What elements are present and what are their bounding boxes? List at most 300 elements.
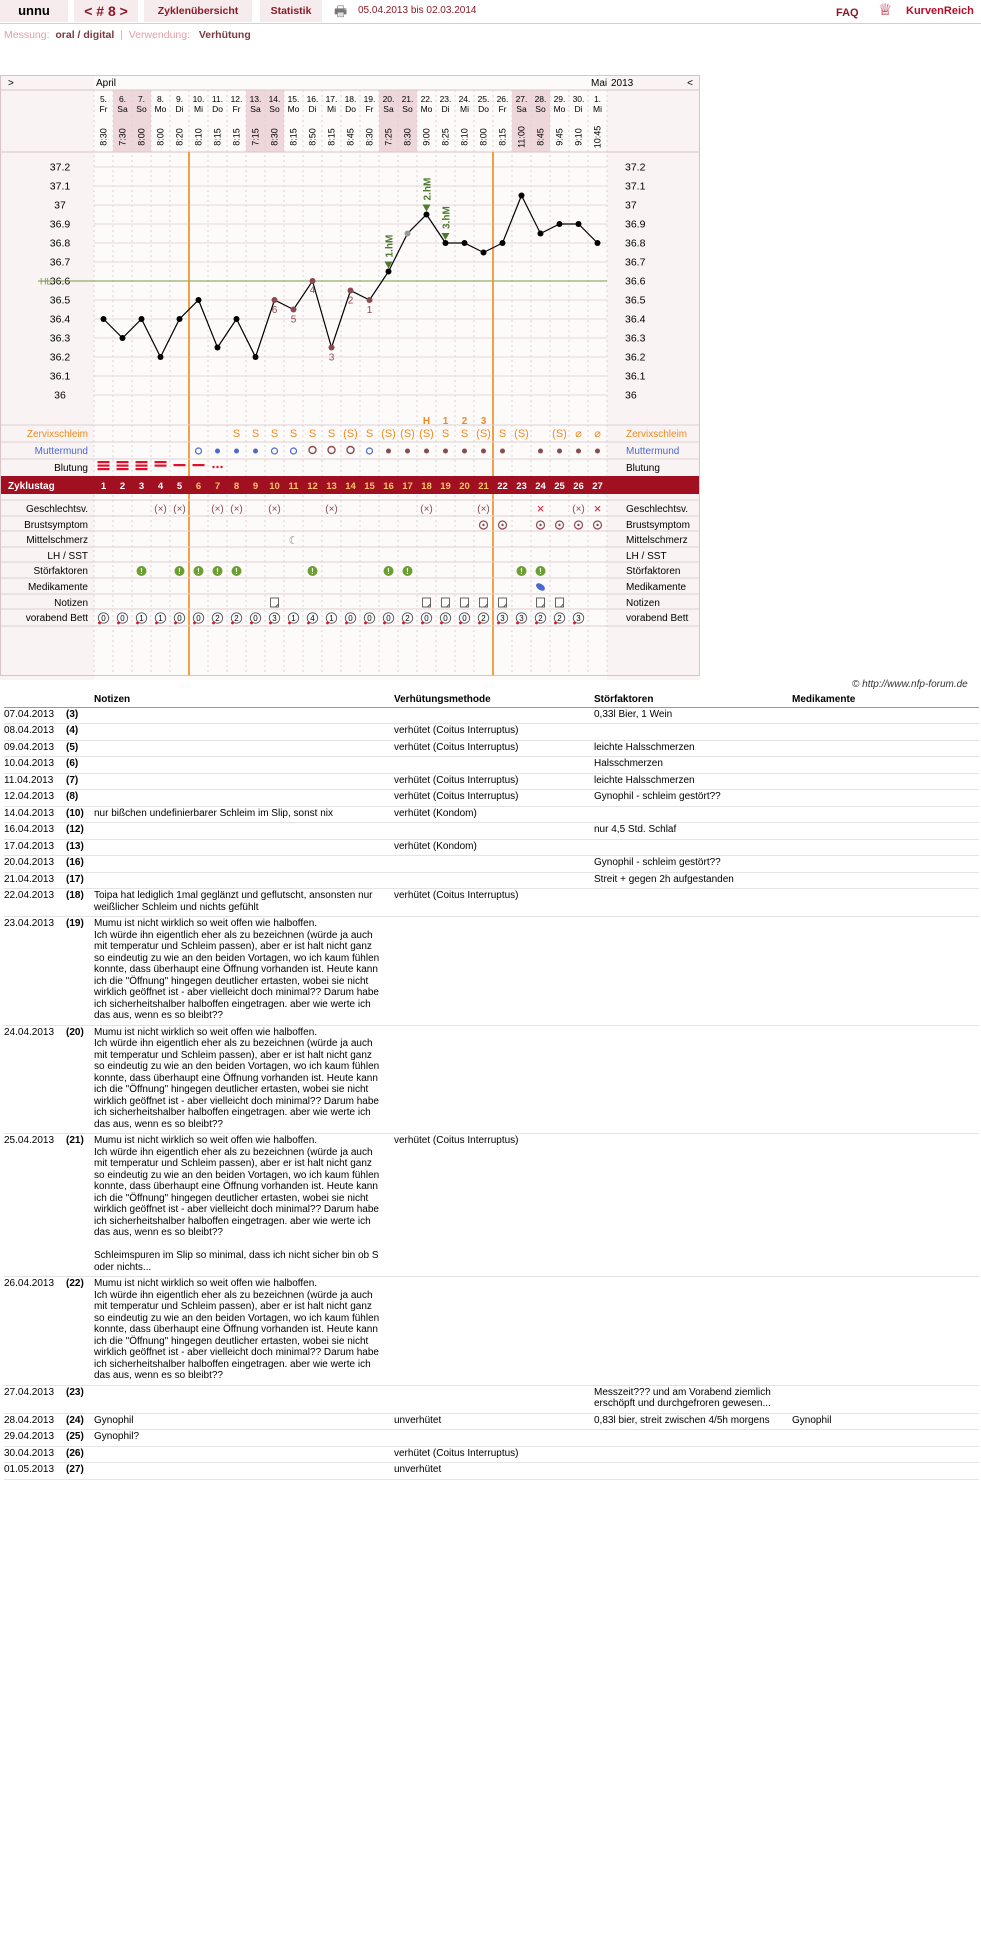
row-disturb: 0,33l Bier, 1 Wein <box>594 708 673 720</box>
measure-label: Messung: <box>4 29 50 41</box>
y-axis-label: 36.4 <box>49 313 71 326</box>
cycle-day-number: 27 <box>592 481 603 492</box>
y-axis-label-right: 37 <box>625 199 637 212</box>
disturb-factor-mark: ! <box>520 567 523 576</box>
peak-label: 1.hM <box>384 234 396 258</box>
row-disturb: Gynophil - schleim gestört?? <box>594 791 721 802</box>
bed-time-value: 0 <box>348 614 353 623</box>
day-time: 8:15 <box>212 128 223 146</box>
cervix-mark: (S) <box>476 428 491 440</box>
bed-time-dot <box>231 622 234 625</box>
cycle-day-number: 12 <box>307 481 318 492</box>
row-meds <box>792 857 979 869</box>
row-day: (23) <box>66 1386 84 1398</box>
breast-symptom-mark <box>482 524 484 526</box>
day-time: 8:15 <box>497 128 508 146</box>
bleeding-mark <box>117 465 129 467</box>
bleeding-mark <box>117 461 129 463</box>
bed-time-dot <box>212 622 215 625</box>
row-meds <box>792 918 979 1022</box>
cervix-position-mark <box>234 449 239 454</box>
table-row <box>4 807 979 824</box>
bed-time-value: 3 <box>272 614 277 623</box>
cycle-day-number: 25 <box>554 481 565 492</box>
bed-time-value: 0 <box>424 614 429 623</box>
bed-time-dot <box>440 622 443 625</box>
row-meds <box>792 841 979 853</box>
bed-time-dot <box>573 622 576 625</box>
y-axis-label: 36.1 <box>49 370 71 383</box>
bed-time-value: 2 <box>557 614 562 623</box>
row-method <box>394 874 594 886</box>
day-time: 9:45 <box>554 128 565 146</box>
row-day: (24) <box>66 1414 84 1426</box>
temperature-point <box>367 297 373 303</box>
row-date: 09.04.2013 <box>4 741 55 753</box>
day-date: 28. <box>534 94 547 104</box>
day-time: 8:10 <box>193 128 204 146</box>
day-time: 8:45 <box>535 128 546 146</box>
row-notes <box>94 775 394 787</box>
bed-time-dot <box>345 622 348 625</box>
day-time: 11:00 <box>516 126 527 148</box>
bed-time-dot <box>98 622 101 625</box>
faq-link[interactable]: FAQ <box>836 7 859 19</box>
bed-time-value: 0 <box>120 614 125 623</box>
day-date: 17. <box>325 94 338 104</box>
bed-time-value: 0 <box>196 614 201 623</box>
row-day: (7) <box>66 774 79 786</box>
temperature-point <box>291 307 297 313</box>
row-meds <box>792 709 979 721</box>
day-date: 26. <box>496 94 509 104</box>
copyright: © http://www.nfp-forum.de <box>852 679 968 690</box>
intercourse-protected-mark: (×) <box>154 504 167 515</box>
cycle-day-number: 5 <box>176 481 183 492</box>
table-row <box>4 1134 979 1277</box>
low-label: 6 <box>271 305 278 316</box>
breast-symptom-mark <box>501 524 503 526</box>
bed-time-dot <box>402 622 405 625</box>
row-method <box>394 1431 594 1443</box>
cervix-position-mark <box>576 449 581 454</box>
row-label-meds: Medikamente <box>27 582 88 593</box>
cycle-day-number: 1 <box>100 481 107 492</box>
row-method <box>394 1027 594 1131</box>
row-date: 08.04.2013 <box>4 725 55 736</box>
row-meds <box>792 742 979 754</box>
cervix-mark: S <box>365 428 374 440</box>
row-disturb <box>594 808 792 820</box>
row-day: (19) <box>66 918 84 929</box>
day-time: 8:00 <box>136 128 147 146</box>
row-label-sex: Geschlechtsv. <box>25 504 88 515</box>
day-date: 16. <box>306 94 319 104</box>
day-time: 7:15 <box>250 128 261 146</box>
cervix-position-mark <box>500 449 505 454</box>
cervix-mark: (S) <box>552 428 567 440</box>
breast-symptom-mark <box>596 524 598 526</box>
row-notes: Mumu ist nicht wirklich so weit offen wie halboffen. Ich würde ihn eigentlich eher als zu bezeichnen (würde ja auch mit temperatur und Schleim passen), aber er ist halt nicht ganz so eindeutig zu wie an den beiden Vortagen, wo ich kaum fühlen konnte, dass überhaupt eine Öffnung vorhanden ist. Heute kann ich die "Öffnung" hingegen deutlicher ertasten, wobei sie nicht wirklich geöffnet ist - aber vielleicht doch minimal?? Darum habe ich sicherheitshalber halboffen eingetragen. aber wie werte ich das aus, wenn es so bleibt?? Schleimspuren im Slip so minimal, dass ich nicht sicher bin ob S oder nichts... <box>94 1135 380 1273</box>
row-day: (22) <box>66 1278 84 1289</box>
day-weekday: So <box>535 104 546 114</box>
row-meds <box>792 1387 979 1410</box>
row-date: 17.04.2013 <box>4 840 55 852</box>
intercourse-protected-mark: (×) <box>325 504 338 515</box>
table-row <box>4 917 979 1026</box>
row-day: (12) <box>66 824 84 835</box>
intercourse-protected-mark: (×) <box>173 504 186 515</box>
year-label: 2013 <box>611 78 634 89</box>
cervix-peak-marker: 2 <box>461 416 468 427</box>
cycle-day-number: 22 <box>497 481 508 492</box>
row-label-bleeding: Blutung <box>54 463 88 474</box>
bed-time-value: 0 <box>443 614 448 623</box>
bed-time-dot <box>193 622 196 625</box>
day-date: 21. <box>401 94 414 104</box>
cervix-position-mark <box>443 449 448 454</box>
intercourse-protected-mark: (×) <box>572 504 585 515</box>
day-time: 8:15 <box>231 128 242 146</box>
day-date: 13. <box>249 94 262 104</box>
cycle-day-number: 24 <box>535 481 546 492</box>
day-date: 27. <box>515 94 528 104</box>
low-label: 5 <box>290 314 297 326</box>
row-date: 28.04.2013 <box>4 1414 55 1426</box>
row-notes: Toipa hat lediglich 1mal geglänzt und geflutscht, ansonsten nur weißlicher Schleim und nichts gefühlt <box>94 890 376 913</box>
bed-time-dot <box>136 622 139 625</box>
row-date: 26.04.2013 <box>4 1278 55 1289</box>
row-method: verhütet (Coitus Interruptus) <box>394 774 519 786</box>
row-disturb <box>594 1448 792 1460</box>
row-label-midpain: Mittelschmerz <box>26 535 88 546</box>
cervix-position-mark <box>462 449 467 454</box>
day-weekday: So <box>269 104 280 114</box>
day-date: 1. <box>593 94 602 104</box>
temperature-point <box>348 288 354 294</box>
day-weekday: Fr <box>232 104 241 114</box>
row-notes: Gynophil <box>94 1414 134 1426</box>
y-axis-label-right: 36.1 <box>625 370 646 383</box>
intercourse-protected-mark: (×) <box>268 504 281 515</box>
day-time: 8:00 <box>155 128 166 146</box>
separator: | <box>120 29 123 41</box>
row-meds <box>792 725 979 737</box>
cervix-position-mark <box>253 449 258 454</box>
row-meds <box>792 1464 979 1476</box>
bed-time-value: 3 <box>576 614 581 623</box>
row-day: (16) <box>66 857 84 868</box>
cycle-day-number: 7 <box>214 481 221 492</box>
y-axis-label: 36.7 <box>49 256 71 269</box>
cycle-day-number: 18 <box>421 481 432 492</box>
cervix-mark: S <box>251 428 260 440</box>
cervix-position-mark <box>405 449 410 454</box>
midpain-mark: ☾ <box>288 535 299 547</box>
row-notes <box>94 841 394 853</box>
row-label-disturb: Störfaktoren <box>33 566 88 577</box>
day-time: 10:45 <box>592 125 603 149</box>
bed-time-dot <box>117 622 120 625</box>
cycle-chart <box>0 75 700 680</box>
y-axis-label: 36.5 <box>49 294 71 307</box>
temperature-point <box>424 212 430 218</box>
day-time: 8:20 <box>174 128 185 146</box>
day-weekday: So <box>136 104 147 114</box>
row-day: (18) <box>66 890 84 901</box>
bed-time-value: 0 <box>386 614 391 623</box>
row-meds <box>792 775 979 787</box>
bed-time-value: 0 <box>177 614 182 623</box>
row-date: 10.04.2013 <box>4 758 55 769</box>
y-axis-label-right: 37.1 <box>625 180 646 193</box>
disturb-factor-mark: ! <box>197 567 200 576</box>
bed-time-dot <box>288 622 291 625</box>
row-label-right-meds: Medikamente <box>626 582 687 593</box>
day-time: 8:30 <box>402 128 413 146</box>
day-weekday: Fr <box>498 104 507 114</box>
row-label-right-lh: LH / SST <box>626 551 667 562</box>
cervix-position-mark <box>481 449 486 454</box>
statistics-tab[interactable]: Statistik <box>260 0 322 22</box>
table-row <box>4 708 979 725</box>
row-meds <box>792 1431 979 1443</box>
day-time: 8:15 <box>326 128 337 146</box>
row-method: verhütet (Coitus Interruptus) <box>394 1135 519 1146</box>
cervix-mark: S <box>498 428 507 440</box>
temperature-point <box>557 221 563 227</box>
cycle-day-number: 4 <box>157 481 164 492</box>
day-weekday: Sa <box>117 104 128 114</box>
bed-time-value: 0 <box>462 614 467 623</box>
bed-time-dot <box>421 622 424 625</box>
cycle-day-number: 16 <box>383 481 394 492</box>
bleeding-mark <box>98 461 110 463</box>
bed-time-dot <box>497 622 500 625</box>
row-notes: Mumu ist nicht wirklich so weit offen wie halboffen. Ich würde ihn eigentlich eher als zu bezeichnen (würde ja auch mit temperatur und Schleim passen), aber er ist halt nicht ganz so eindeutig zu wie an den beiden Vortagen, wo ich kaum fühlen konnte, dass überhaupt eine Öffnung vorhanden ist. Heute kann ich die "Öffnung" hingegen deutlicher ertasten, wobei sie nicht wirklich geöffnet ist - aber vielleicht doch minimal?? Darum habe ich sicherheitshalber halboffen eingetragen. aber wie werte ich das aus, wenn es so bleibt?? <box>94 1278 380 1381</box>
y-axis-label-right: 36.4 <box>625 313 646 326</box>
bed-time-value: 3 <box>519 614 524 623</box>
bed-time-value: 1 <box>291 614 296 623</box>
cycles-overview-tab[interactable]: Zyklenübersicht <box>144 0 252 22</box>
breast-symptom-mark <box>558 524 560 526</box>
cervix-mark: ⌀ <box>594 428 601 440</box>
temperature-point <box>101 316 107 322</box>
temperature-point <box>386 269 392 275</box>
day-weekday: Mi <box>593 104 602 114</box>
day-weekday: Do <box>212 104 223 114</box>
row-meds: Gynophil <box>792 1414 832 1426</box>
day-weekday: So <box>402 104 413 114</box>
peak-label: 3.hM <box>441 206 453 229</box>
bleeding-mark <box>136 468 148 470</box>
row-meds <box>792 808 979 820</box>
y-axis-label-right: 36.5 <box>625 294 646 307</box>
bed-time-dot <box>459 622 462 625</box>
row-label-right-breast: Brustsymptom <box>626 520 690 531</box>
bed-time-value: 0 <box>367 614 372 623</box>
row-label-bed: vorabend Bett <box>25 613 88 624</box>
row-method: unverhütet <box>394 1464 442 1475</box>
intercourse-unprotected-mark: × <box>536 501 545 516</box>
cervix-mark: S <box>232 428 241 440</box>
day-date: 6. <box>118 94 127 104</box>
row-day: (26) <box>66 1447 84 1459</box>
row-label-right-notes: Notizen <box>626 598 660 609</box>
bed-time-value: 1 <box>139 614 144 623</box>
row-disturb: leichte Halsschmerzen <box>594 741 695 753</box>
day-date: 9. <box>175 94 184 104</box>
row-meds <box>792 890 979 913</box>
row-date: 14.04.2013 <box>4 807 55 819</box>
bed-time-value: 2 <box>481 614 486 623</box>
y-axis-label: 37 <box>54 199 66 212</box>
row-notes <box>94 758 394 770</box>
row-date: 01.05.2013 <box>4 1464 55 1475</box>
row-disturb <box>594 1431 792 1443</box>
cervix-mark: (S) <box>514 428 529 440</box>
temperature-point <box>538 231 544 237</box>
row-label-right-bed: vorabend Bett <box>626 613 689 624</box>
cycle-day-number: 2 <box>119 481 126 492</box>
disturb-factor-mark: ! <box>406 567 409 576</box>
disturb-factor-mark: ! <box>387 567 390 576</box>
row-day: (25) <box>66 1431 84 1442</box>
peak-label: 2.hM <box>422 177 434 201</box>
day-weekday: Mi <box>327 104 336 114</box>
username[interactable]: unnu <box>0 0 68 22</box>
bed-time-dot <box>364 622 367 625</box>
day-weekday: Di <box>175 104 184 114</box>
col-meds: Medikamente <box>792 694 856 705</box>
row-notes <box>94 1387 394 1410</box>
row-meds <box>792 824 979 836</box>
temperature-point <box>158 354 164 360</box>
y-axis-label: 37.1 <box>49 180 71 193</box>
day-weekday: Sa <box>516 104 527 114</box>
coverline-label: HL <box>40 276 52 287</box>
day-weekday: Do <box>478 104 489 114</box>
day-weekday: Fr <box>99 104 108 114</box>
y-axis-label: 36 <box>54 389 66 402</box>
day-time: 8:30 <box>98 128 109 146</box>
temperature-point <box>196 297 202 303</box>
day-date: 24. <box>458 94 471 104</box>
table-row <box>4 840 979 857</box>
day-time: 8:45 <box>345 128 356 146</box>
y-axis-label-right: 36.7 <box>625 256 646 269</box>
row-date: 30.04.2013 <box>4 1447 55 1459</box>
month-label: Mai <box>591 78 608 89</box>
bed-time-value: 2 <box>538 614 543 623</box>
row-notes: Gynophil? <box>94 1431 140 1442</box>
temperature-point <box>443 240 449 246</box>
row-day: (10) <box>66 807 84 819</box>
table-row <box>4 1277 979 1386</box>
day-date: 10. <box>192 94 205 104</box>
row-day: (3) <box>66 708 79 720</box>
row-notes <box>94 709 394 721</box>
row-label-right-cervix: Zervixschleim <box>626 429 688 440</box>
row-notes <box>94 1464 394 1476</box>
day-time: 8:25 <box>440 128 451 146</box>
row-date: 22.04.2013 <box>4 890 55 901</box>
intercourse-protected-mark: (×) <box>477 504 490 515</box>
temperature-point <box>310 278 316 284</box>
row-date: 27.04.2013 <box>4 1386 55 1398</box>
disturb-factor-mark: ! <box>178 567 181 576</box>
temperature-point <box>576 221 582 227</box>
row-label-lh: LH / SST <box>47 551 88 562</box>
row-date: 20.04.2013 <box>4 857 55 868</box>
row-meds <box>792 1278 979 1382</box>
row-disturb: Gynophil - schleim gestört?? <box>594 857 721 868</box>
row-disturb <box>594 725 792 737</box>
y-axis-label: 36.8 <box>49 237 71 250</box>
y-axis-label-right: 36.3 <box>625 332 646 345</box>
row-meds <box>792 758 979 770</box>
row-notes <box>94 824 394 836</box>
chart-plot-bg <box>94 75 607 680</box>
row-day: (20) <box>66 1026 84 1038</box>
bed-time-value: 0 <box>253 614 258 623</box>
bleeding-mark <box>193 464 205 466</box>
bleeding-mark <box>136 465 148 467</box>
table-row <box>4 1430 979 1447</box>
y-axis-label: 36.6 <box>49 275 71 288</box>
row-method: verhütet (Coitus Interruptus) <box>394 890 519 901</box>
cycle-nav[interactable]: < # 8 > <box>74 0 138 22</box>
row-label-right-sex: Geschlechtsv. <box>626 504 689 515</box>
day-time: 8:30 <box>364 128 375 146</box>
row-date: 21.04.2013 <box>4 873 55 885</box>
spotting-mark <box>216 466 218 468</box>
brand-logo-icon[interactable]: ♕ <box>878 2 893 19</box>
row-label-cervix: Zervixschleim <box>26 429 88 440</box>
bleeding-mark <box>98 468 110 470</box>
day-weekday: Mi <box>194 104 203 114</box>
bed-time-value: 4 <box>310 614 315 623</box>
bleeding-mark <box>117 468 129 470</box>
y-axis-label: 36.2 <box>49 351 71 364</box>
day-time: 7:30 <box>117 128 128 146</box>
row-date: 29.04.2013 <box>4 1431 55 1442</box>
row-notes <box>94 857 394 869</box>
day-date: 11. <box>211 94 224 104</box>
brand-name[interactable]: KurvenReich <box>906 5 974 17</box>
day-weekday: Di <box>308 104 317 114</box>
cervix-position-mark <box>538 449 543 454</box>
row-day: (8) <box>66 791 79 802</box>
measurement-info <box>4 29 251 41</box>
cervix-mark: S <box>289 428 298 440</box>
bed-time-value: 3 <box>500 614 505 623</box>
row-method <box>394 758 594 770</box>
cervix-mark: (S) <box>381 428 396 440</box>
row-day: (27) <box>66 1464 84 1475</box>
row-notes <box>94 1448 394 1460</box>
print-icon[interactable]: 🖶 <box>334 3 348 19</box>
disturb-factor-mark: ! <box>216 567 219 576</box>
day-time: 8:10 <box>459 128 470 146</box>
row-meds <box>792 791 979 803</box>
table-row <box>4 1463 979 1480</box>
bed-time-dot <box>307 622 310 625</box>
table-row <box>4 1447 979 1464</box>
row-meds <box>792 874 979 886</box>
y-axis-label-right: 36.8 <box>625 237 646 250</box>
table-row <box>4 873 979 890</box>
